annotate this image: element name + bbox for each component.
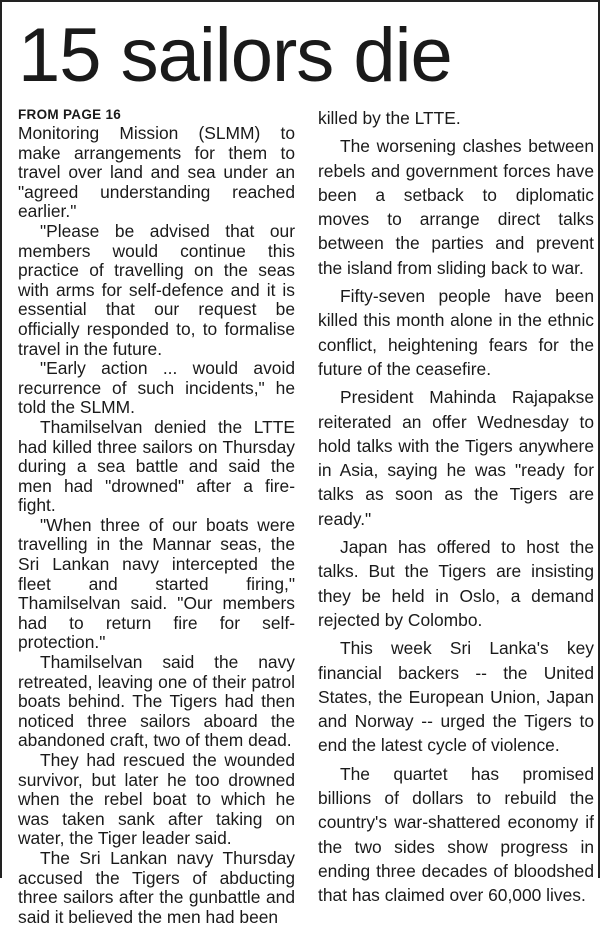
article-column-right: [318, 106, 594, 912]
article-border-top: [0, 0, 600, 2]
paragraph: President Mahinda Rajapakse reiterated an offer Wednesday to hold talks with the Tigers anywhere in Asia, saying he was "ready for talks as soon as the Tigers are ready.": [318, 387, 594, 529]
paragraph: Fifty-seven people have been killed this month alone in the ethnic conflict, heightening fears for the future of the ceasefire.: [318, 286, 594, 379]
paragraph: They had rescued the wounded survivor, but later he too drowned when the rebel boat to which he was taken sank after taking on water, the Tiger leader said.: [18, 750, 295, 849]
paragraph: Thamilselvan denied the LTTE had killed three sailors on Thursday during a sea battle and said the men had "drowned" after a fire-fight.: [18, 416, 295, 516]
article-border-right: [598, 0, 600, 878]
continued-from-label: FROM PAGE 16: [18, 107, 122, 122]
paragraph: The Sri Lankan navy Thursday accused the Tigers of abducting three sailors after the gunbattle and said it believed the men had been: [18, 847, 295, 927]
paragraph: "When three of our boats were travelling in the Mannar seas, the Sri Lankan navy intercepted the fleet and started firing," Thamilselvan said. "Our members had to return fire for self-protection.": [18, 514, 295, 653]
paragraph: The quartet has promised billions of dollars to rebuild the country's war-shattered economy if the two sides show progress in ending three decades of bloodshed that has claimed over 60,000 lives.: [318, 763, 594, 906]
paragraph: "Early action ... would avoid recurrence of such incidents," he told the SLMM.: [18, 358, 295, 418]
paragraph: The worsening clashes between rebels and government forces have been a setback to diplomatic moves to arrange direct talks between the parties and prevent the island from sliding back to war.: [318, 136, 594, 278]
paragraph: Monitoring Mission (SLMM) to make arrangements for them to travel over land and sea under an "agreed understanding reached earlier.": [18, 123, 295, 222]
paragraph: This week Sri Lanka's key financial backers -- the United States, the European Union, Japan and Norway -- urged the Tigers to end the latest cycle of violence.: [318, 638, 594, 756]
paragraph: "Please be advised that our members would continue this practice of travelling on the seas with arms for self-defence and it is essential that our request be officially responded to, to formalise travel in the future.: [18, 220, 295, 359]
article-column-left: [18, 106, 295, 927]
headline: 15 sailors die: [18, 13, 452, 98]
paragraph: Thamilselvan said the navy retreated, leaving one of their patrol boats behind. The Tigers had then noticed three sailors aboard the abandoned craft, two of them dead.: [18, 652, 295, 751]
paragraph: killed by the LTTE.: [318, 108, 461, 128]
article-border-left: [0, 0, 2, 878]
paragraph: Japan has offered to host the talks. But the Tigers are insisting they be held in Oslo, a demand rejected by Colombo.: [318, 537, 594, 630]
